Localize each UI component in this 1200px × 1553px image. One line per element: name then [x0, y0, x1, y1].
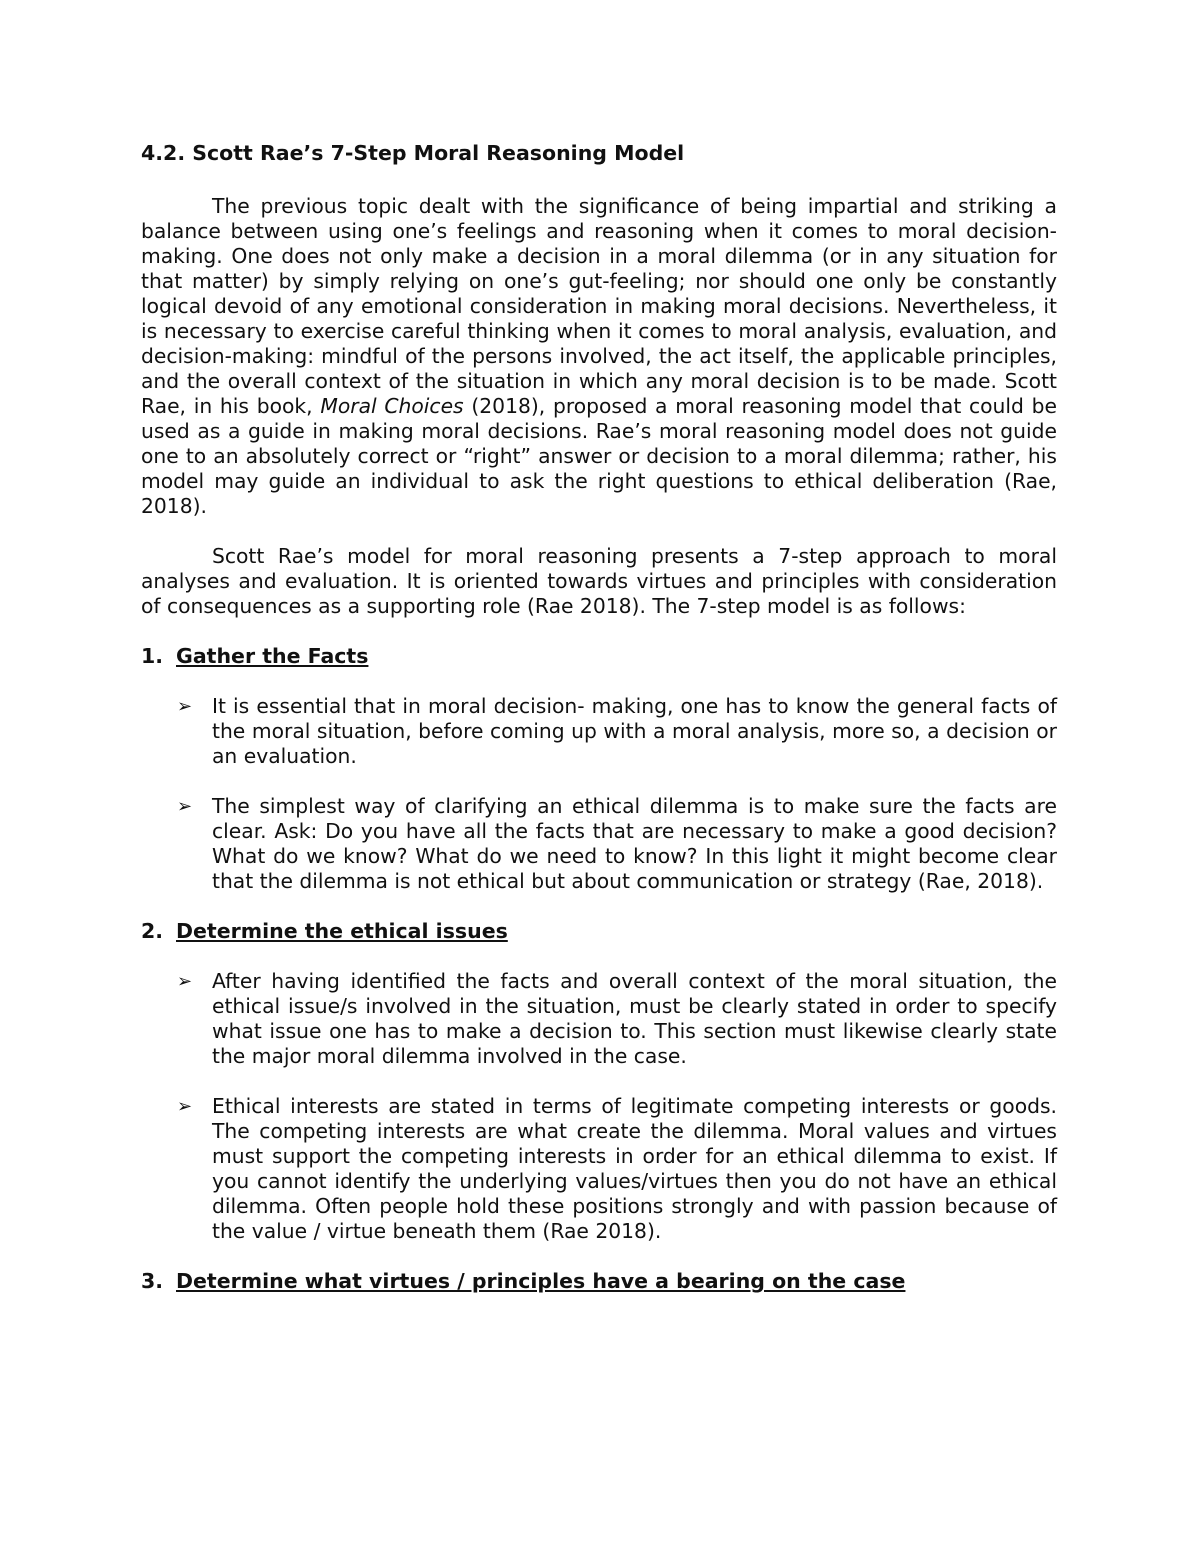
arrowhead-bullet-icon: ➢	[177, 796, 193, 817]
book-title: Moral Choices	[320, 394, 464, 418]
step-title: Gather the Facts	[176, 644, 369, 668]
bullet-item	[141, 694, 1057, 769]
intro-text-end: (2018), proposed a moral reasoning model that could be used as a guide in making moral decisions. Rae’s moral reasoning model does not guide one to an absolutely correct or “right” answer or decision to a moral dilemma; rather, his model may guide an individual to ask the right questions to ethical deliberation (Rae, 2018).	[141, 394, 1057, 518]
intro-text-start: The previous topic dealt with the significance of being impartial and striking a balance between using one’s feelings and reasoning when it comes to moral decision-making. One does not only make a decision in a moral dilemma (or in any situation for that matter) by simply relying on one’s gut-feeling; nor should one only be constantly logical devoid of any emotional consideration in making moral decisions. Nevertheless, it is necessary to exercise careful thinking when it comes to moral analysis, evaluation, and decision-making: mindful of the persons involved, the act itself, the applicable principles, and the overall context of the situation in which any moral decision is to be made. Scott Rae, in his book,	[141, 194, 1057, 418]
step-heading-2	[141, 919, 1057, 944]
step-heading-3	[141, 1269, 1057, 1294]
arrowhead-bullet-icon: ➢	[177, 696, 193, 717]
step-heading-1	[141, 644, 1057, 669]
bullet-text: It is essential that in moral decision- making, one has to know the general facts of the moral situation, before coming up with a moral analysis, more so, a decision or an evaluation.	[212, 694, 1057, 768]
step-number: 1.	[141, 644, 164, 668]
intro-paragraph	[141, 194, 1057, 519]
bullet-text: Ethical interests are stated in terms of legitimate competing interests or goods. The competing interests are what create the dilemma. Moral values and virtues must support the competing interests in order for an ethical dilemma to exist. If you cannot identify the underlying values/virtues then you do not have an ethical dilemma. Often people hold these positions strongly and with passion because of the value / virtue beneath them (Rae 2018).	[212, 1094, 1057, 1243]
step-title: Determine what virtues / principles have a bearing on the case	[176, 1269, 906, 1293]
model-overview-paragraph: Scott Rae’s model for moral reasoning presents a 7-step approach to moral analyses and evaluation. It is oriented towards virtues and principles with consideration of consequences as a supporting role (Rae 2018). The 7-step model is as follows:	[141, 544, 1057, 618]
bullet-text: After having identified the facts and overall context of the moral situation, the ethical issue/s involved in the situation, must be clearly stated in order to specify what issue one has to make a decision to. This section must likewise clearly state the major moral dilemma involved in the case.	[212, 969, 1057, 1068]
arrowhead-bullet-icon: ➢	[177, 971, 193, 992]
bullet-item	[141, 794, 1057, 894]
arrowhead-bullet-icon: ➢	[177, 1096, 193, 1117]
step-title: Determine the ethical issues	[176, 919, 508, 943]
bullet-text: The simplest way of clarifying an ethical dilemma is to make sure the facts are clear. Ask: Do you have all the facts that are necessary to make a good decision? What do we know? What do we need to know? In this light it might become clear that the dilemma is not ethical but about communication or strategy (Rae, 2018).	[212, 794, 1057, 893]
bullet-item	[141, 1094, 1057, 1244]
section-heading: 4.2. Scott Rae’s 7-Step Moral Reasoning Model	[141, 141, 685, 165]
step-number: 2.	[141, 919, 164, 943]
step-number: 3.	[141, 1269, 164, 1293]
document-page	[141, 140, 1057, 1319]
bullet-item	[141, 969, 1057, 1069]
